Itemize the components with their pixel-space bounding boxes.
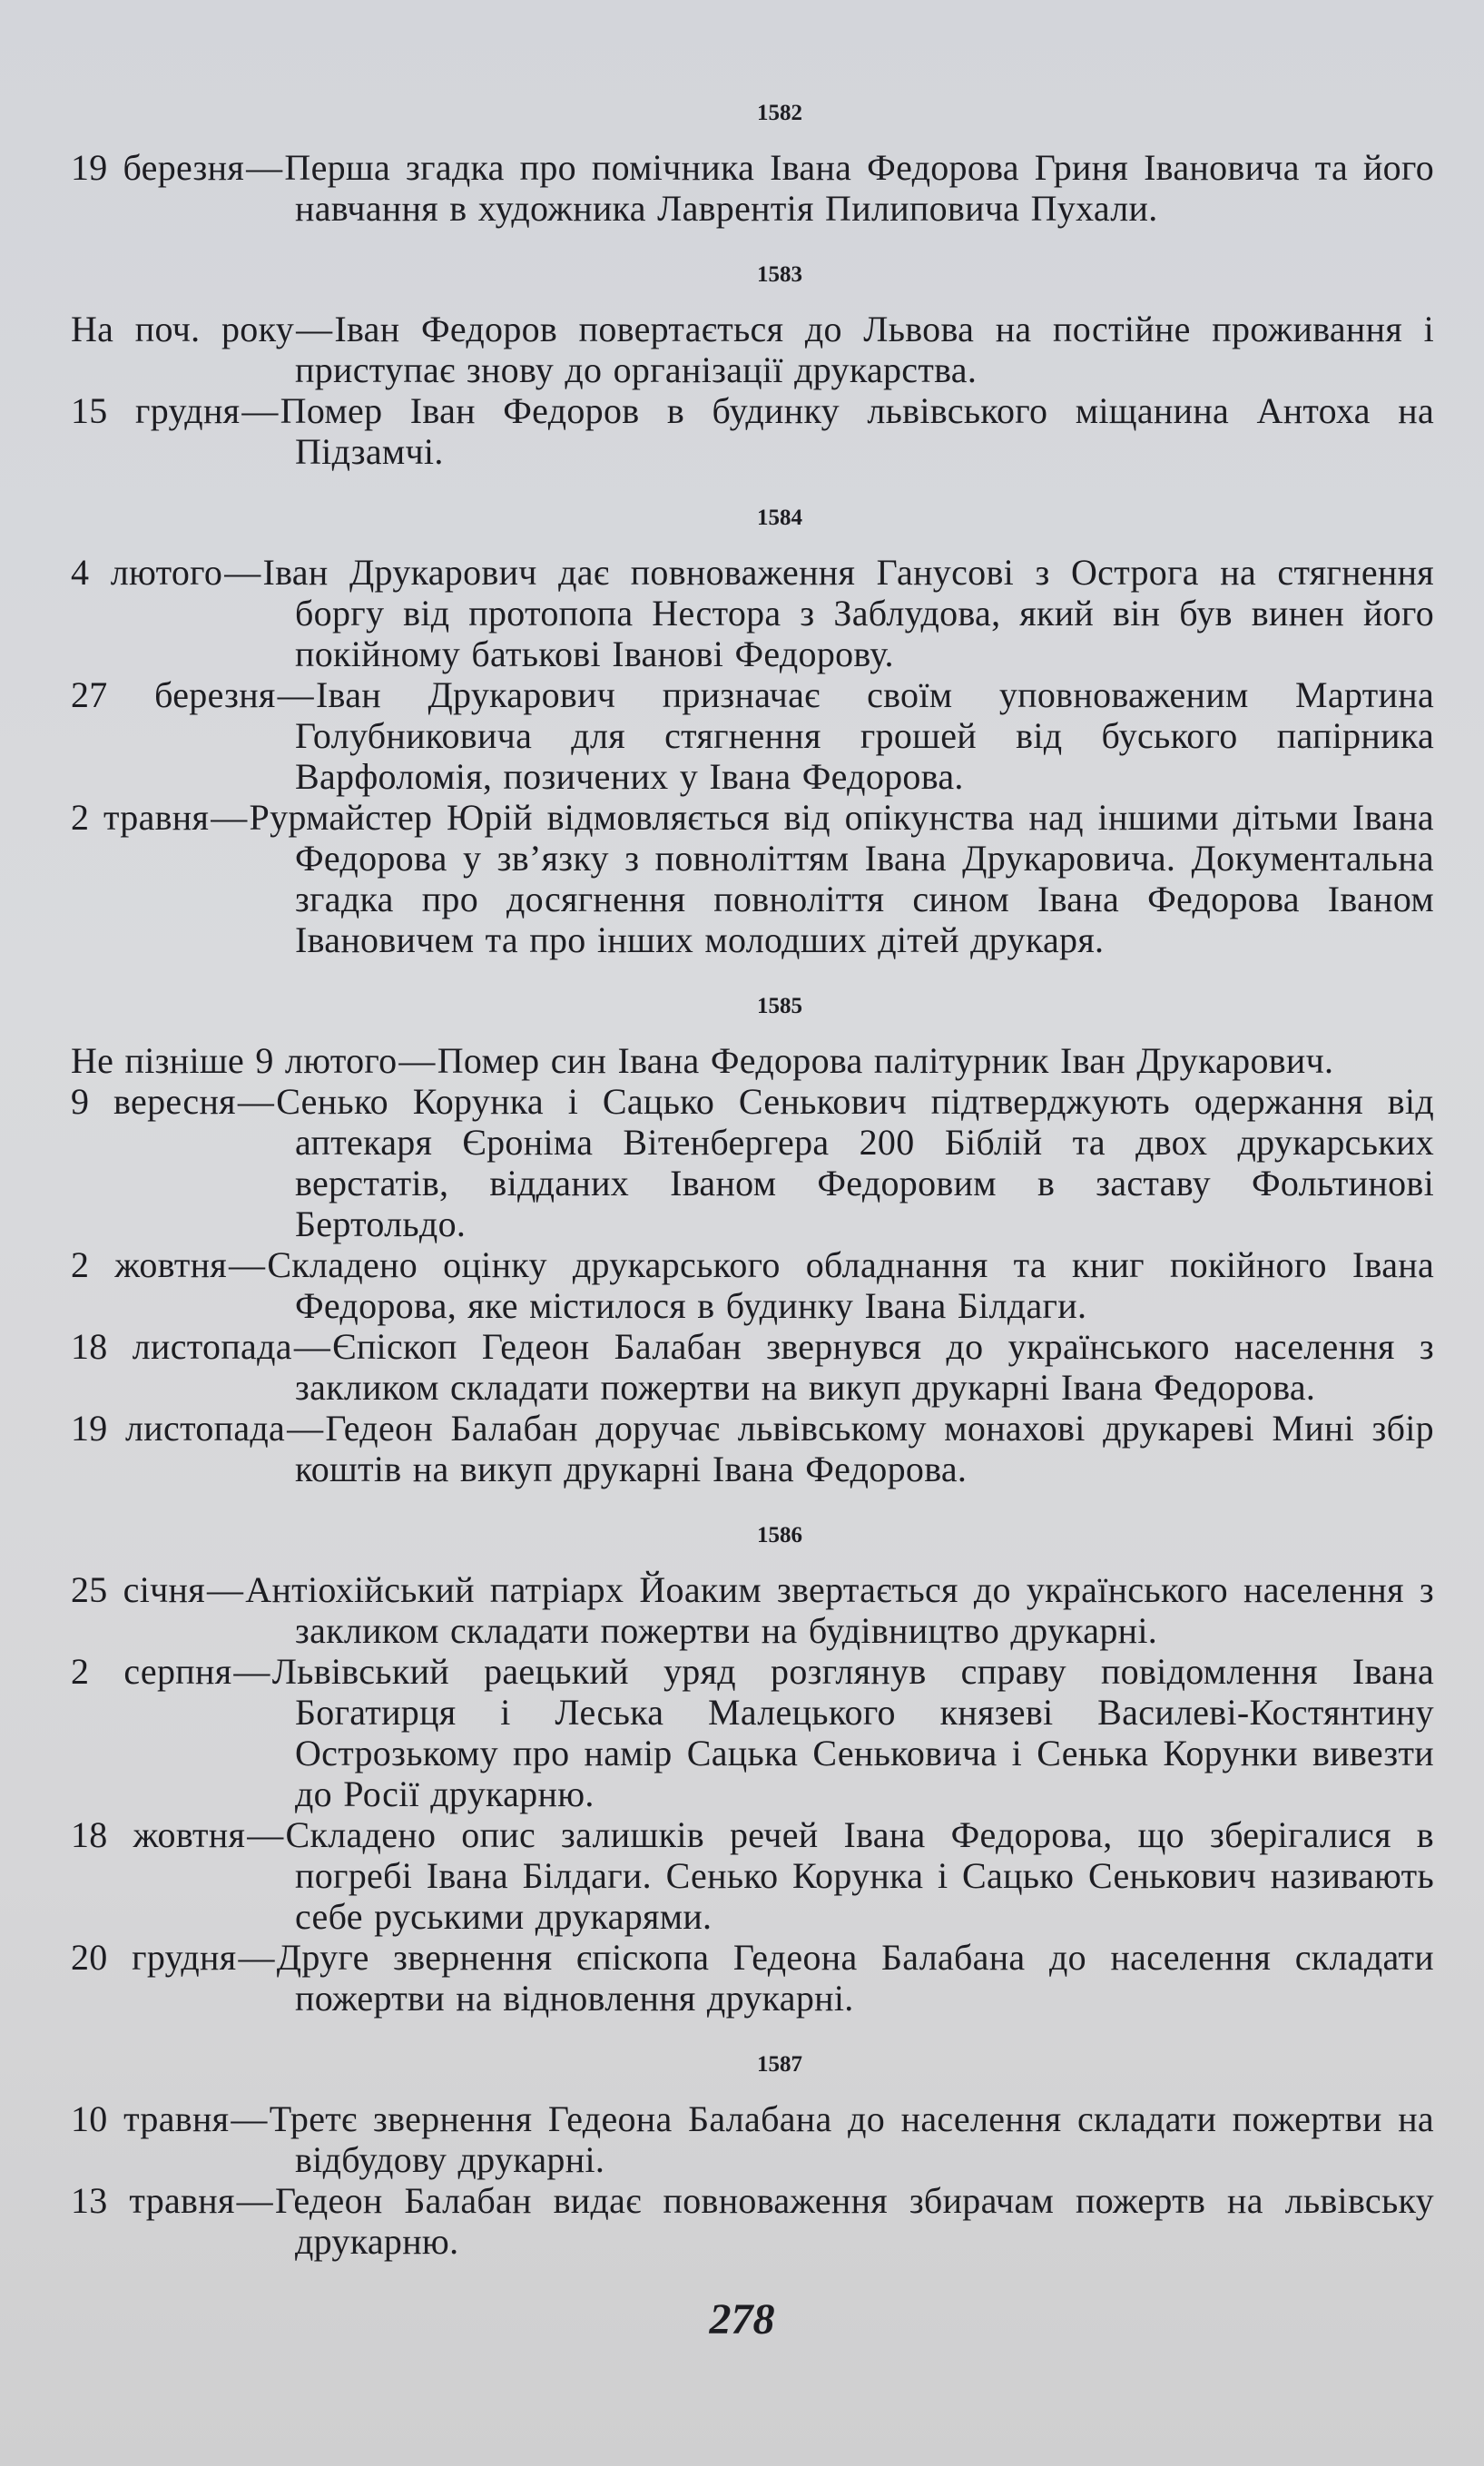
entry-dash: — <box>236 2180 273 2221</box>
entry-dash: — <box>229 1244 266 1285</box>
entry-date: 13 травня <box>71 2180 235 2221</box>
chronology-entry <box>71 2098 1434 2180</box>
chronology-entry <box>71 1244 1434 1326</box>
entry-text: Складено оцінку друкарського обладнання та книг покійного Івана Федорова, яке містилося в будинку Івана Білдаги. <box>267 1244 1435 1326</box>
entry-text: Помер син Івана Федорова палітурник Іван Друкарович. <box>437 1040 1334 1081</box>
entry-text: Антіохійський патріарх Йоаким звертається до українського населення з закликом складати пожертви на будівництво друкарні. <box>245 1569 1434 1651</box>
entry-dash: — <box>296 309 333 349</box>
entry-date: 2 травня <box>71 797 210 838</box>
entry-date: 9 вересня <box>71 1081 236 1122</box>
chronology-entry <box>71 390 1434 472</box>
chronology-entry <box>71 1040 1434 1081</box>
entry-date: 4 лютого <box>71 552 223 593</box>
entry-date: На поч. року <box>71 309 295 349</box>
chronology-entry <box>71 2180 1434 2262</box>
chronology-entry <box>71 1408 1434 1489</box>
entry-text: Єпіскоп Гедеон Балабан звернувся до українського населення з закликом складати пожертви на викуп друкарні Івана Федорова. <box>295 1326 1434 1408</box>
chronology-entry <box>71 1651 1434 1814</box>
entry-text: Іван Друкарович призначає своїм уповноваженим Мартина Голубниковича для стягнення грошей від буського папірника Варфоломія, позичених у Івана Федорова. <box>295 674 1434 797</box>
entry-dash: — <box>238 1937 275 1978</box>
year-heading: 1587 <box>757 2052 802 2077</box>
entry-date: 25 січня <box>71 1569 205 1610</box>
entry-dash: — <box>398 1040 436 1081</box>
entry-dash: — <box>224 552 261 593</box>
entry-dash: — <box>246 147 283 188</box>
entry-dash: — <box>233 1651 270 1692</box>
entry-text: Гедеон Балабан видає повноваження збирачам пожертв на львівську друкарню. <box>274 2180 1434 2262</box>
entry-dash: — <box>211 797 248 838</box>
entry-text: Сенько Корунка і Сацько Сенькович підтверджують одержання від аптекаря Єроніма Вітенбергера 200 Біблій та двох друкарських верстатів, відданих Іваном Федоровим в заставу Фольтинові Бертольдо. <box>276 1081 1434 1244</box>
year-section <box>71 261 1434 472</box>
entry-date: 18 листопада <box>71 1326 292 1367</box>
entry-date: 19 березня <box>71 147 245 188</box>
chronology-entry <box>71 1814 1434 1937</box>
chronology-page <box>71 0 1434 2262</box>
year-heading: 1585 <box>757 994 802 1018</box>
entry-date: 20 грудня <box>71 1937 237 1978</box>
entry-date: 2 жовтня <box>71 1244 228 1285</box>
entry-date: Не пізніше 9 лютого <box>71 1040 398 1081</box>
entry-date: 15 грудня <box>71 390 241 431</box>
year-heading: 1586 <box>757 1523 802 1547</box>
entry-text: Львівський раецький уряд розглянув справу повідомлення Івана Богатирця і Леська Малецького князеві Василеві-Костянтину Острозькому про намір Сацька Сеньковича і Сенька Корунки вивезти до Росії друкарню. <box>271 1651 1434 1814</box>
entry-dash: — <box>287 1408 324 1449</box>
year-section <box>71 1522 1434 2019</box>
entry-date: 19 листопада <box>71 1408 286 1449</box>
chronology-entry <box>71 309 1434 390</box>
entry-text: Іван Друкарович дає повноваження Ганусові з Острога на стягнення боргу від протопопа Нестора з Заблудова, який він був винен його покійному батькові Іванові Федорову. <box>262 552 1434 674</box>
chronology-entry <box>71 1081 1434 1244</box>
entry-text: Помер Іван Федоров в будинку львівського міщанина Антоха на Підзамчі. <box>280 390 1435 472</box>
chronology-entry <box>71 552 1434 674</box>
entry-text: Третє звернення Гедеона Балабана до населення складати пожертви на відбудову друкарні. <box>269 2098 1434 2180</box>
entry-dash: — <box>293 1326 331 1367</box>
chronology-entry <box>71 147 1434 229</box>
entry-date: 27 березня <box>71 674 276 715</box>
entry-text: Гедеон Балабан доручає львівському монахові друкареві Мині збір коштів на викуп друкарні Івана Федорова. <box>295 1408 1434 1489</box>
page-number: 278 <box>709 2295 775 2343</box>
year-section <box>71 100 1434 229</box>
entry-dash: — <box>206 1569 244 1610</box>
entry-dash: — <box>237 1081 275 1122</box>
year-heading: 1584 <box>757 506 802 530</box>
entry-text: Друге звернення єпіскопа Гедеона Балабана до населення складати пожертви на відновлення друкарні. <box>276 1937 1435 2019</box>
entry-text: Рурмайстер Юрій відмовляється від опікунства над іншими дітьми Івана Федорова у зв’язку з повноліттям Івана Друкаровича. Документальна згадка про досягнення повноліття сином Івана Федорова Іваном Івановичем та про інших молодших дітей друкаря. <box>249 797 1434 960</box>
entry-text: Іван Федоров повертається до Львова на постійне проживання і приступає знову до організації друкарства. <box>295 309 1434 390</box>
chronology-entry <box>71 1937 1434 2019</box>
year-section <box>71 993 1434 1489</box>
chronology-entry <box>71 797 1434 960</box>
year-section <box>71 2051 1434 2262</box>
entry-dash: — <box>241 390 279 431</box>
entry-text: Перша згадка про помічника Івана Федорова Гриня Івановича та його навчання в художника Лаврентія Пилиповича Пухали. <box>284 147 1434 229</box>
entry-date: 18 жовтня <box>71 1814 246 1855</box>
entry-date: 2 серпня <box>71 1651 232 1692</box>
chronology-entry <box>71 1569 1434 1651</box>
year-section <box>71 505 1434 960</box>
chronology-entry <box>71 1326 1434 1408</box>
entry-date: 10 травня <box>71 2098 230 2139</box>
entry-dash: — <box>247 1814 284 1855</box>
entry-dash: — <box>231 2098 268 2139</box>
entry-text: Складено опис залишків речей Івана Федорова, що зберігалися в погребі Івана Білдаги. Сенько Корунка і Сацько Сенькович називають себе руськими друкарями. <box>285 1814 1434 1937</box>
year-heading: 1582 <box>757 101 802 125</box>
year-heading: 1583 <box>757 262 802 287</box>
chronology-entry <box>71 674 1434 797</box>
entry-dash: — <box>277 674 314 715</box>
